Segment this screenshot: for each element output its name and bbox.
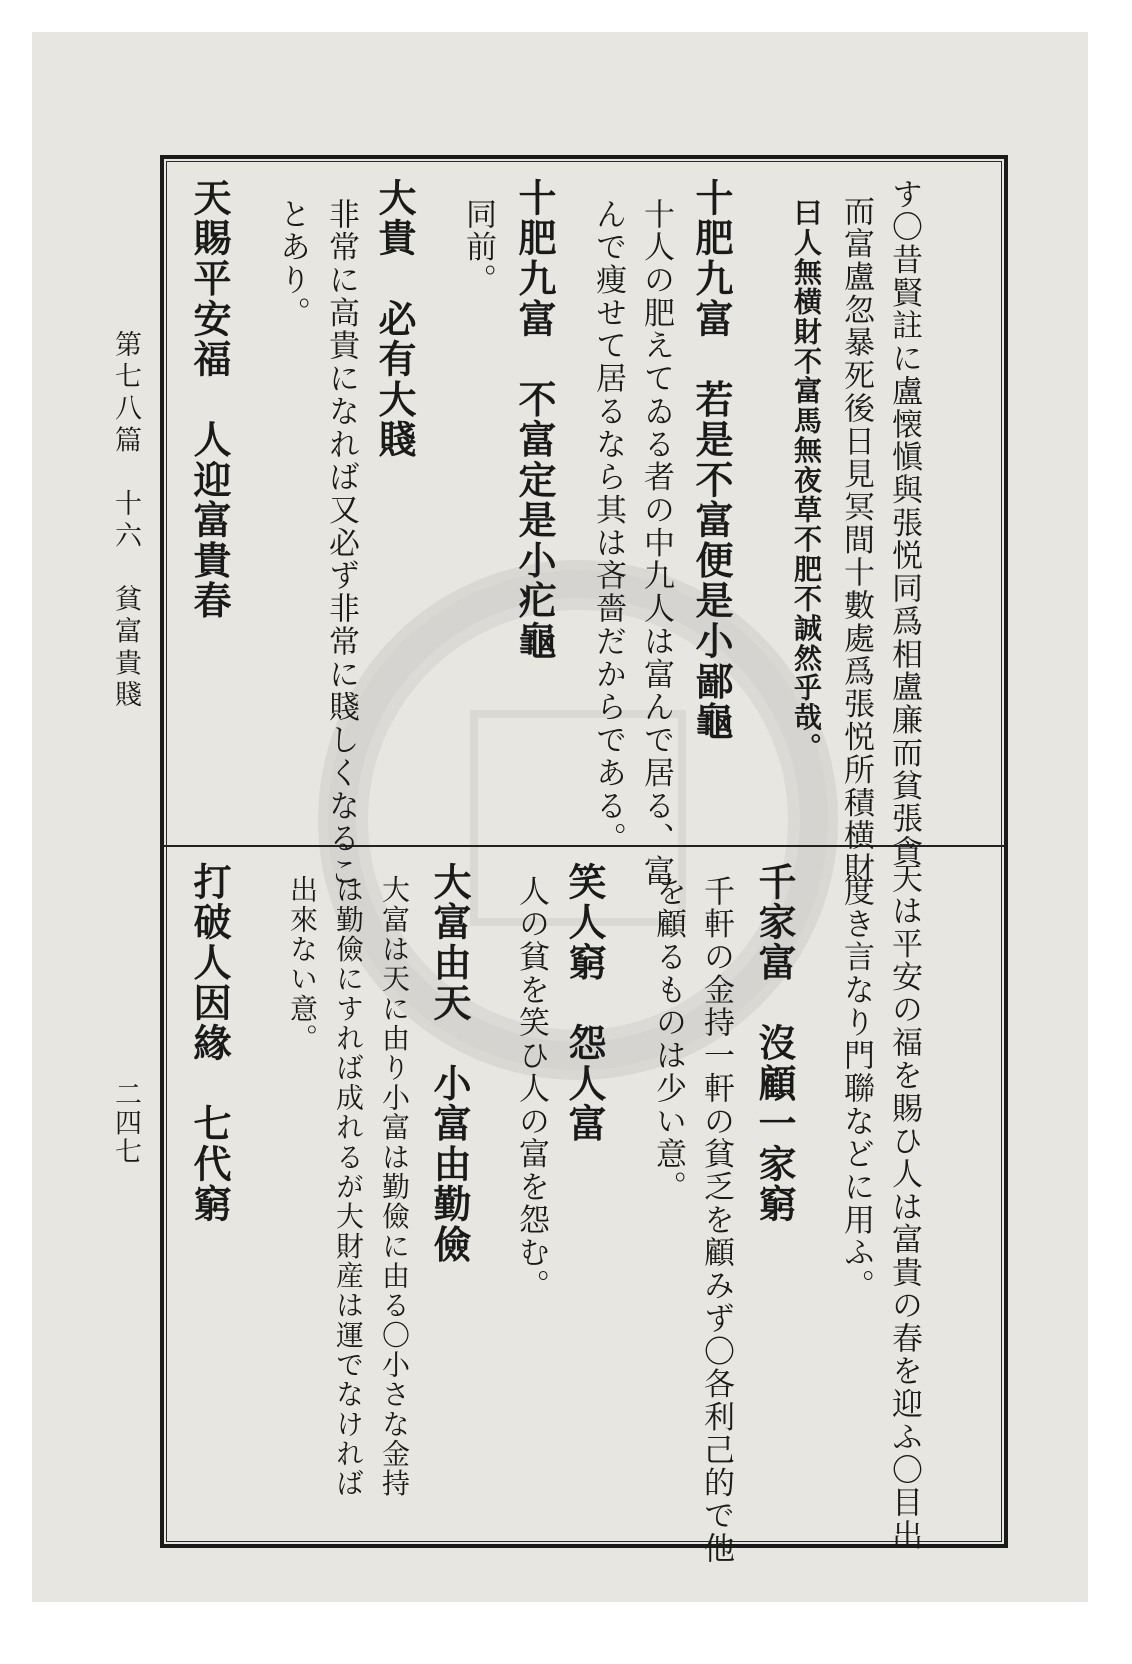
lower-col-7: 人の貧を笑ひ人の富を怨む。 xyxy=(513,875,549,1303)
lower-col-10: は勤儉にすれば成れるが大財産は運でなければ xyxy=(332,875,365,1499)
proverb-heading: 千家富 沒顧一家窮 xyxy=(752,862,797,1225)
lower-col-11: 出來ない意。 xyxy=(286,875,319,1054)
upper-col-2: 而富盧忽暴死後日見冥間十數處爲張悦所積横財 xyxy=(838,195,874,886)
upper-col-8: 同前。 xyxy=(460,198,496,297)
section-divider xyxy=(164,845,1004,847)
lower-col-2: 度き言なり門聯などに用ふ。 xyxy=(838,875,874,1303)
proverb-heading: 十肥九富 若是不富便是小鄙龜 xyxy=(689,178,734,742)
upper-col-6: んで痩せて居るなら其は吝嗇だからである。 xyxy=(590,198,626,856)
text-frame xyxy=(160,155,1008,1548)
proverb-heading: 笑人窮 怨人富 xyxy=(562,862,607,1144)
lower-col-9: 大富は天に由り小富は勤儉に由る〇小さな金持 xyxy=(378,875,411,1499)
upper-col-10: 非常に高貴になれば又必ず非常に賤しくなるこ xyxy=(323,198,359,889)
page-number: 二四七 xyxy=(110,1080,141,1166)
margin-header: 第七八篇 十六 貧富貴賤 xyxy=(110,330,141,713)
lower-col-4: 千軒の金持一軒の貧乏を顧みず〇各利己的で他 xyxy=(698,875,734,1566)
upper-col-5: 十人の肥えてゐる者の中九人は富んで居る、富 xyxy=(638,198,674,889)
proverb-heading: 大貴 必有大賤 xyxy=(372,178,417,460)
lower-col-1: 天は平安の福を賜ひ人は富貴の春を迎ふ〇目出 xyxy=(886,862,922,1553)
upper-col-11: とあり。 xyxy=(274,198,310,330)
proverb-heading: 天賜平安福 人迎富貴春 xyxy=(187,178,232,622)
proverb-heading: 十肥九富 不富定是小疕龜 xyxy=(512,178,557,662)
proverb-heading: 打破人因緣 七代窮 xyxy=(187,862,232,1225)
upper-col-3: 曰人無横財不富馬無夜草不肥不誠然乎哉。 xyxy=(790,198,823,762)
proverb-heading: 大富由天 小富由勤儉 xyxy=(427,862,472,1265)
upper-col-1: す〇昔賢註に盧懐愼與張悦同爲相盧廉而貧張貪 xyxy=(886,178,922,869)
lower-col-5: を顧るものは少い意。 xyxy=(650,875,686,1204)
